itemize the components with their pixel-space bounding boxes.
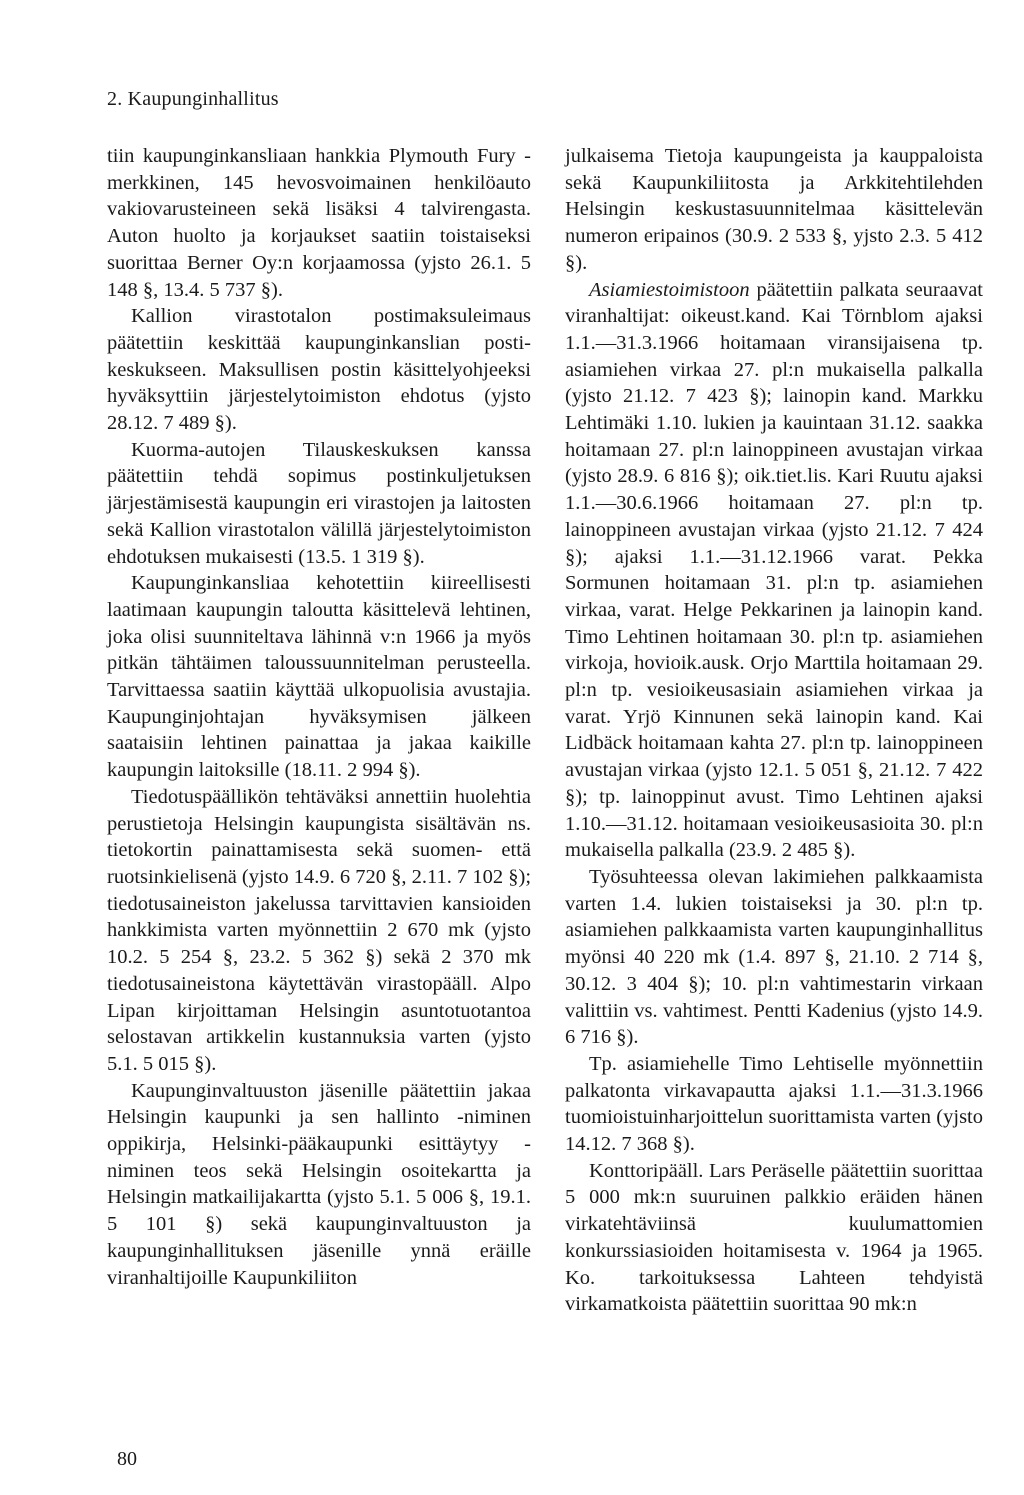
paragraph: Tiedotuspäällikön tehtäväksi annettiin huolehtia perustietoja Helsingin kaupungista sisältävän ns. tietokortin painattamisesta sekä suomen- että ruotsinkielisenä (yjsto 14.9. 6 720 §, 2.11. 7 102 §); tiedotusaineiston jakelussa tarvittavien kansioiden hankkimista varten myönnettiin 2 670 mk (yjsto 10.2. 5 254 §, 23.2. 5 362 §) sekä 2 370 mk tiedotusaineistona käytettävän virastopääll. Alpo Lipan kirjoittaman Helsingin asuntotuotantoa selostavan artikkelin kustannuksia varten (yjsto 5.1. 5 015 §). [107,785,532,1075]
paragraph: Kaupunginkansliaa kehotettiin kiireellisesti laatimaan kaupungin taloutta käsittelevä lehtinen, joka olisi suunniteltava lähinnä v:n 1966 ja myös pitkän tähtäimen taloussuunnitelman perusteella. Tarvittaessa saatiin käyttää ulkopuolisia avustajia. Kaupunginjohtajan hyväksymisen jälkeen saataisiin lehtinen painattaa ja jakaa kaikille kaupungin laitoksille (18.11. 2 994 §). [107,572,531,782]
section-lead-italic: Asiamiestoimistoon [589,278,750,301]
paragraph: Kallion virastotalon postimaksuleimaus päätettiin keskittää kaupunginkanslian postikeskukseen. Maksullisen postin käsittelyohjeeksi hyväksyttiin järjestelytoimiston ehdotus (yjsto 28.12. 7 489 §). [107,305,531,435]
paragraph-text: päätettiin palkata seuraavat viranhaltijat: oikeust.kand. Kai Törnblom ajaksi 1.1.—31.3.1966 hoitamaan viransijaisena tp. asiamiehen virkaa 27. pl:n mukaisella palkalla (yjsto 21.12. 7 423 §); lainopin kand. Markku Lehtimäki 1.10. lukien ja kauintaan 31.12. saakka hoitamaan 27. pl:n lainoppineen avustajan virkaa (yjsto 28.9. 6 816 §); oik.tiet.lis. Kari Ruutu ajaksi 1.1.—30.6.1966 hoitamaan 27. pl:n tp. lainoppineen avustajan virkaa (yjsto 21.12. 7 424 §); ajaksi 1.1.—31.12.1966 varat. Pekka Sormunen hoitamaan 31. pl:n tp. asiamiehen virkaa, varat. Helge Pekkarinen ja lainopin kand. Timo Lehtinen hoitamaan 30. pl:n tp. asiamiehen virkoja, hovioik.ausk. Orjo Marttila hoitamaan 29. pl:n tp. vesioikeusasiain asiamiehen virkaa ja varat. Yrjö Kinnunen sekä lainopin kand. Kai Lidbäck hoitamaan kahta 27. pl:n tp. lainoppineen avustajan virkaa (yjsto 12.1. 5 051 §, 21.12. 7 422 §); tp. lainoppinut avust. Timo Lehtinen ajaksi 1.10.—31.12. hoitamaan vesioikeusasioita 30. pl:n mukaisella palkalla (23.9. 2 485 §). [565,278,983,862]
running-head: 2. Kaupunginhallitus [107,88,279,110]
paragraph: Kuorma-autojen Tilauskeskuksen kanssa päätettiin tehdä sopimus postinkuljetuksen järjestämisestä kaupungin eri virastojen ja laitosten sekä Kallion virastotalon välillä järjestelytoimiston ehdotuksen mukaisesti (13.5. 1 319 §). [107,438,531,568]
paragraph: Työsuhteessa olevan lakimiehen palkkaamista varten 1.4. lukien toistaiseksi ja 30. pl:n tp. asiamiehen palkkaamista varten kaupunginhallitus myönsi 40 220 mk (1.4. 897 §, 21.10. 2 714 §, 30.12. 3 404 §); 10. pl:n vahtimestarin virkaan valittiin vs. vahtimest. Pentti Kadenius (yjsto 14.9. 6 716 §). [565,865,983,1049]
right-column [565,143,983,1318]
page-number: 80 [117,1448,137,1470]
paragraph: Konttoripääll. Lars Peräselle päätettiin suorittaa 5 000 mk:n suuruinen palkkio eräiden hänen virkatehtäviinsä kuulumattomien konkurssiasioiden hoitamisesta v. 1964 ja 1965. Ko. tarkoituksessa Lahteen tehdyistä virkamatkoista päätettiin suorittaa 90 mk:n [565,1159,983,1316]
paragraph: julkaisema Tietoja kaupungeista ja kauppaloista sekä Kaupunkiliitosta ja Arkkitehtilehden Helsingin keskustasuunnitelmaa käsittelevän numeron eripainos (30.9. 2 533 §, yjsto 2.3. 5 412 §). [565,145,983,274]
paragraph: tiin kaupunginkansliaan hankkia Plymouth Fury -merkkinen, 145 hevosvoimainen henkilöauto vakiovarusteineen sekä lisäksi 4 talvirengasta. Auton huolto ja korjaukset saatiin toistaiseksi suorittaa Berner Oy:n korjaamossa (yjsto 26.1. 5 148 §, 13.4. 5 737 §). [107,145,531,301]
paragraph: Kaupunginvaltuuston jäsenille päätettiin jakaa Helsingin kaupunki ja sen hallinto -niminen oppikirja, Helsinki-pääkaupunki esittäytyy -niminen teos sekä Helsingin osoitekartta ja Helsingin matkailijakartta (yjsto 5.1. 5 006 §, 19.1. 5 101 §) sekä kaupunginvaltuuston ja kaupunginhallituksen jäsenille ynnä eräille viranhaltijoille Kaupunkiliiton [107,1079,531,1289]
paragraph [565,277,983,864]
paragraph: Tp. asiamiehelle Timo Lehtiselle myönnettiin palkatonta virkavapautta ajaksi 1.1.—31.3.1966 tuomioistuinharjoittelun suorittamista varten (yjsto 14.12. 7 368 §). [565,1052,983,1156]
left-column [107,143,531,1291]
